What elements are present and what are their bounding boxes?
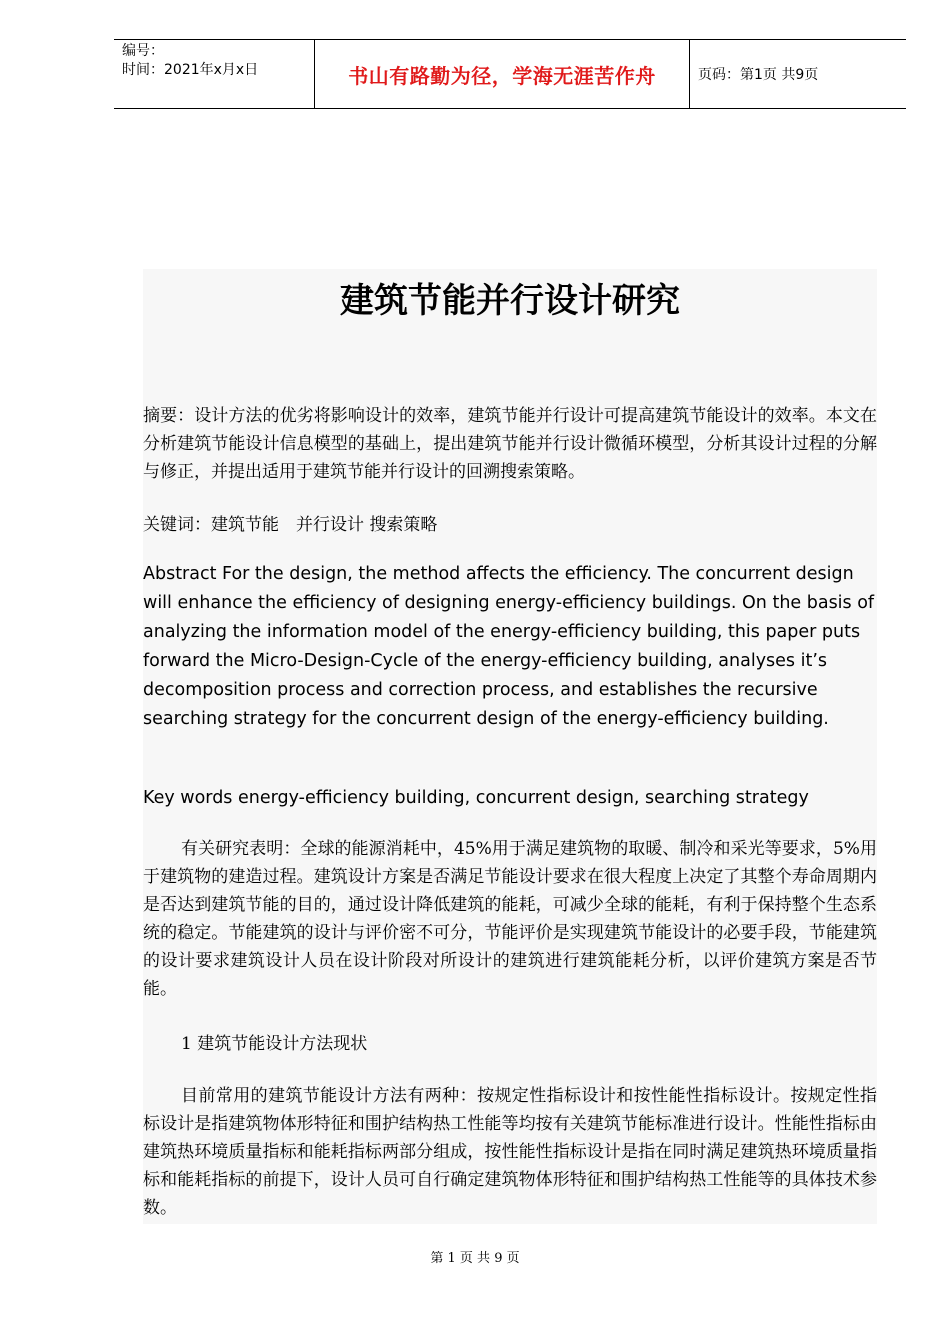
page-footer: 第 1 页 共 9 页 [430,1251,520,1266]
section-heading: 1 建筑节能设计方法现状 [181,1034,368,1054]
header-page-label: 页码：第1页 共9页 [698,67,819,83]
page-header [114,39,906,109]
document-number-label: 编号： [122,43,164,59]
paragraph-methods: 目前常用的建筑节能设计方法有两种：按规定性指标设计和按性能性指标设计。按规定性指标设计是指建筑物体形特征和围护结构热工性能等均按有关建筑节能标准进行设计。性能性指标由建筑热环境质量指标和能耗指标两部分组成，按性能性指标设计是指在同时满足建筑热环境质量指标和能耗指标的前提下，设计人员可自行确定建筑物体形特征和围护结构热工性能等的具体技术参数。 [143,1086,877,1218]
header-meta-cell [114,40,315,108]
abstract-chinese: 摘要：设计方法的优劣将影响设计的效率，建筑节能并行设计可提高建筑节能设计的效率。本文在分析建筑节能设计信息模型的基础上，提出建筑节能并行设计微循环模型，分析其设计过程的分解与修正，并提出适用于建筑节能并行设计的回溯搜索策略。 [143,406,877,482]
keywords-chinese: 关键词：建筑节能 并行设计 搜索策略 [143,515,438,535]
paragraph-intro: 有关研究表明：全球的能源消耗中，45%用于满足建筑物的取暖、制冷和采光等要求，5%用于建筑物的建造过程。建筑设计方案是否满足节能设计要求在很大程度上决定了其整个寿命周期内是否达到建筑节能的目的，通过设计降低建筑的能耗，可减少全球的能耗，有利于保持整个生态系统的稳定。节能建筑的设计与评价密不可分，节能评价是实现建筑节能设计的必要手段，节能建筑的设计要求建筑设计人员在设计阶段对所设计的建筑进行建筑能耗分析，以评价建筑方案是否节能。 [143,839,877,999]
document-time-label: 时间：2021年x月x日 [122,62,259,78]
header-motto: 书山有路勤为径，学海无涯苦作舟 [315,40,690,108]
document-title: 建筑节能并行设计研究 [340,281,680,321]
document-body [143,269,877,1224]
keywords-english: Key words energy-efficiency building, concurrent design, searching strategy [143,788,809,808]
abstract-english: Abstract For the design, the method affects the efficiency. The concurrent design will enhance the efficiency of designing energy-efficiency buildings. On the basis of analyzing the information model of the energy-efficiency building, this paper puts forward the Micro-Design-Cycle of the energy-efficiency building, analyses it’s decomposition process and correction process, and establishes the recursive searching strategy for the concurrent design of the energy-efficiency building. [143,564,875,729]
